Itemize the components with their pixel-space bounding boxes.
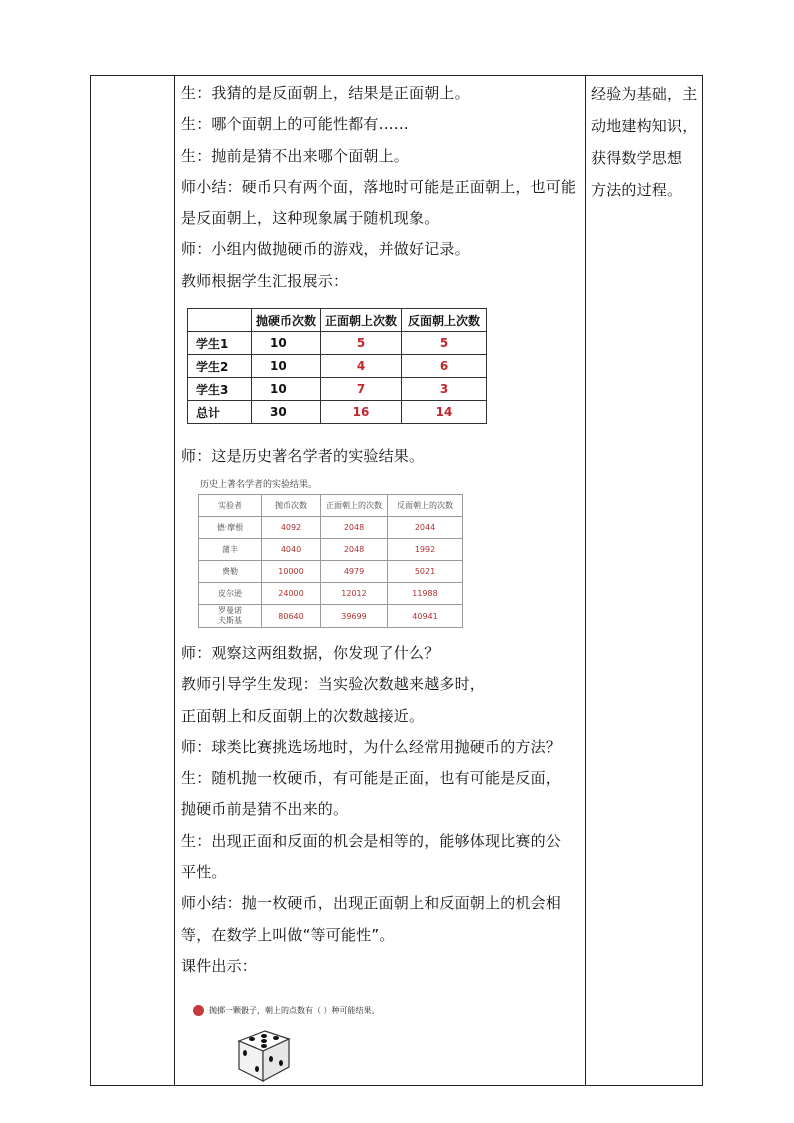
table-cell: 11988 [388,583,463,605]
table-cell: 学生1 [188,332,252,355]
design-intent-column [591,78,697,206]
table-row [188,401,487,424]
table-row [199,605,463,628]
dialogue-line: 师小结：硬币只有两个面，落地时可能是正面朝上，也可能 [181,177,577,196]
table-cell: 2048 [321,517,388,539]
table-header: 抛币次数 [262,495,321,517]
table-cell: 10 [252,332,321,355]
dialogue-line: 教师根据学生汇报展示： [181,271,349,290]
dialogue-line: 是反面朝上，这种现象属于随机现象。 [181,209,440,228]
dialogue-line: 师：观察这两组数据，你发现了什么？ [181,644,440,662]
table-cell: 2044 [388,517,463,539]
table-header: 正面朝上的次数 [321,495,388,517]
table-cell: 德·摩根 [199,517,262,539]
table-row [199,583,463,605]
table-row [199,561,463,583]
dialogue-line: 师：这是历史著名学者的实验结果。 [181,447,425,465]
dialogue-line: 平性。 [181,863,227,882]
table-cell: 5021 [388,561,463,583]
table-cell: 30 [252,401,321,424]
name-line: 罗曼诺 [218,606,242,615]
table-cell: 4 [321,355,402,378]
table-cell: 2048 [321,539,388,561]
student-coin-toss-table [187,308,487,424]
table-cell: 24000 [262,583,321,605]
dialogue-line: 生：随机抛一枚硬币，有可能是正面，也有可能是反面， [181,769,562,788]
dialogue-line: 生：我猜的是反面朝上，结果是正面朝上。 [181,84,470,102]
table-header [188,309,252,332]
table-cell: 总计 [188,401,252,424]
dialogue-line: 生：抛前是猜不出来哪个面朝上。 [181,146,410,165]
table-header: 反面朝上的次数 [388,495,463,517]
table-cell: 1992 [388,539,463,561]
dialogue-line: 抛硬币前是猜不出来的。 [181,800,349,819]
courseware-question: 抛掷一颗骰子，朝上的点数有（ ）种可能结果。 [209,1006,380,1015]
table-cell: 4040 [262,539,321,561]
intent-line: 动地建构知识， [591,117,698,135]
table-row [188,355,487,378]
table-cell: 40941 [388,605,463,628]
table-cell: 5 [402,332,487,355]
intent-line: 获得数学思想 [591,149,683,167]
table-cell: 10000 [262,561,321,583]
table-header: 抛硬币次数 [252,309,321,332]
intent-line: 方法的过程。 [591,181,683,199]
dialogue-line: 师：球类比赛挑选场地时，为什么经常用抛硬币的方法？ [181,737,562,756]
table-cell: 费勒 [199,561,262,583]
table-header: 反面朝上次数 [402,309,487,332]
table-row [199,517,463,539]
question-number-badge [193,1005,204,1016]
table-cell: 16 [321,401,402,424]
table-cell: 7 [321,378,402,401]
table-cell: 6 [402,355,487,378]
table-cell: 皮尔逊 [199,583,262,605]
figure-title: 历史上著名学者的实验结果。 [200,480,318,490]
table-cell: 学生3 [188,378,252,401]
dice-icon [233,1027,295,1083]
table-cell: 12012 [321,583,388,605]
dialogue-line: 等，在数学上叫做“等可能性”。 [181,925,395,944]
table-cell: 学生2 [188,355,252,378]
table-cell: 80640 [262,605,321,628]
name-line: 夫斯基 [218,616,242,625]
dialogue-line: 师：小组内做抛硬币的游戏，并做好记录。 [181,240,470,259]
historical-experiment-figure [196,477,468,625]
table-header-row [199,495,463,517]
dialogue-line: 正面朝上和反面朝上的次数越接近。 [181,706,425,725]
dialogue-line: 生：出现正面和反面的机会是相等的，能够体现比赛的公 [181,831,562,850]
table-cell: 39699 [321,605,388,628]
table-cell: 4979 [321,561,388,583]
table-cell: 4092 [262,517,321,539]
lesson-content [181,78,581,297]
dialogue-line: 课件出示： [181,956,258,975]
table-cell: 14 [402,401,487,424]
table-cell: 10 [252,355,321,378]
table-header: 正面朝上次数 [321,309,402,332]
intent-line: 经验为基础，主 [591,85,698,103]
historical-experiment-table [198,494,463,628]
table-cell: 5 [321,332,402,355]
table-cell [199,605,262,628]
lesson-content-3 [181,638,581,982]
column-divider-left [174,75,175,1086]
table-header-row [188,309,487,332]
lesson-content-2 [181,441,581,472]
courseware-slide [193,1003,453,1083]
column-divider-right [585,75,586,1086]
table-row [199,539,463,561]
dialogue-line: 教师引导学生发现：当实验次数越来越多时， [181,675,486,694]
table-header: 实验者 [199,495,262,517]
table-row [188,332,487,355]
dialogue-line: 师小结：抛一枚硬币，出现正面朝上和反面朝上的机会相 [181,894,562,913]
table-cell: 3 [402,378,487,401]
dialogue-line: 生：哪个面朝上的可能性都有…… [181,115,410,134]
table-row [188,378,487,401]
table-cell: 蒲丰 [199,539,262,561]
table-cell: 10 [252,378,321,401]
